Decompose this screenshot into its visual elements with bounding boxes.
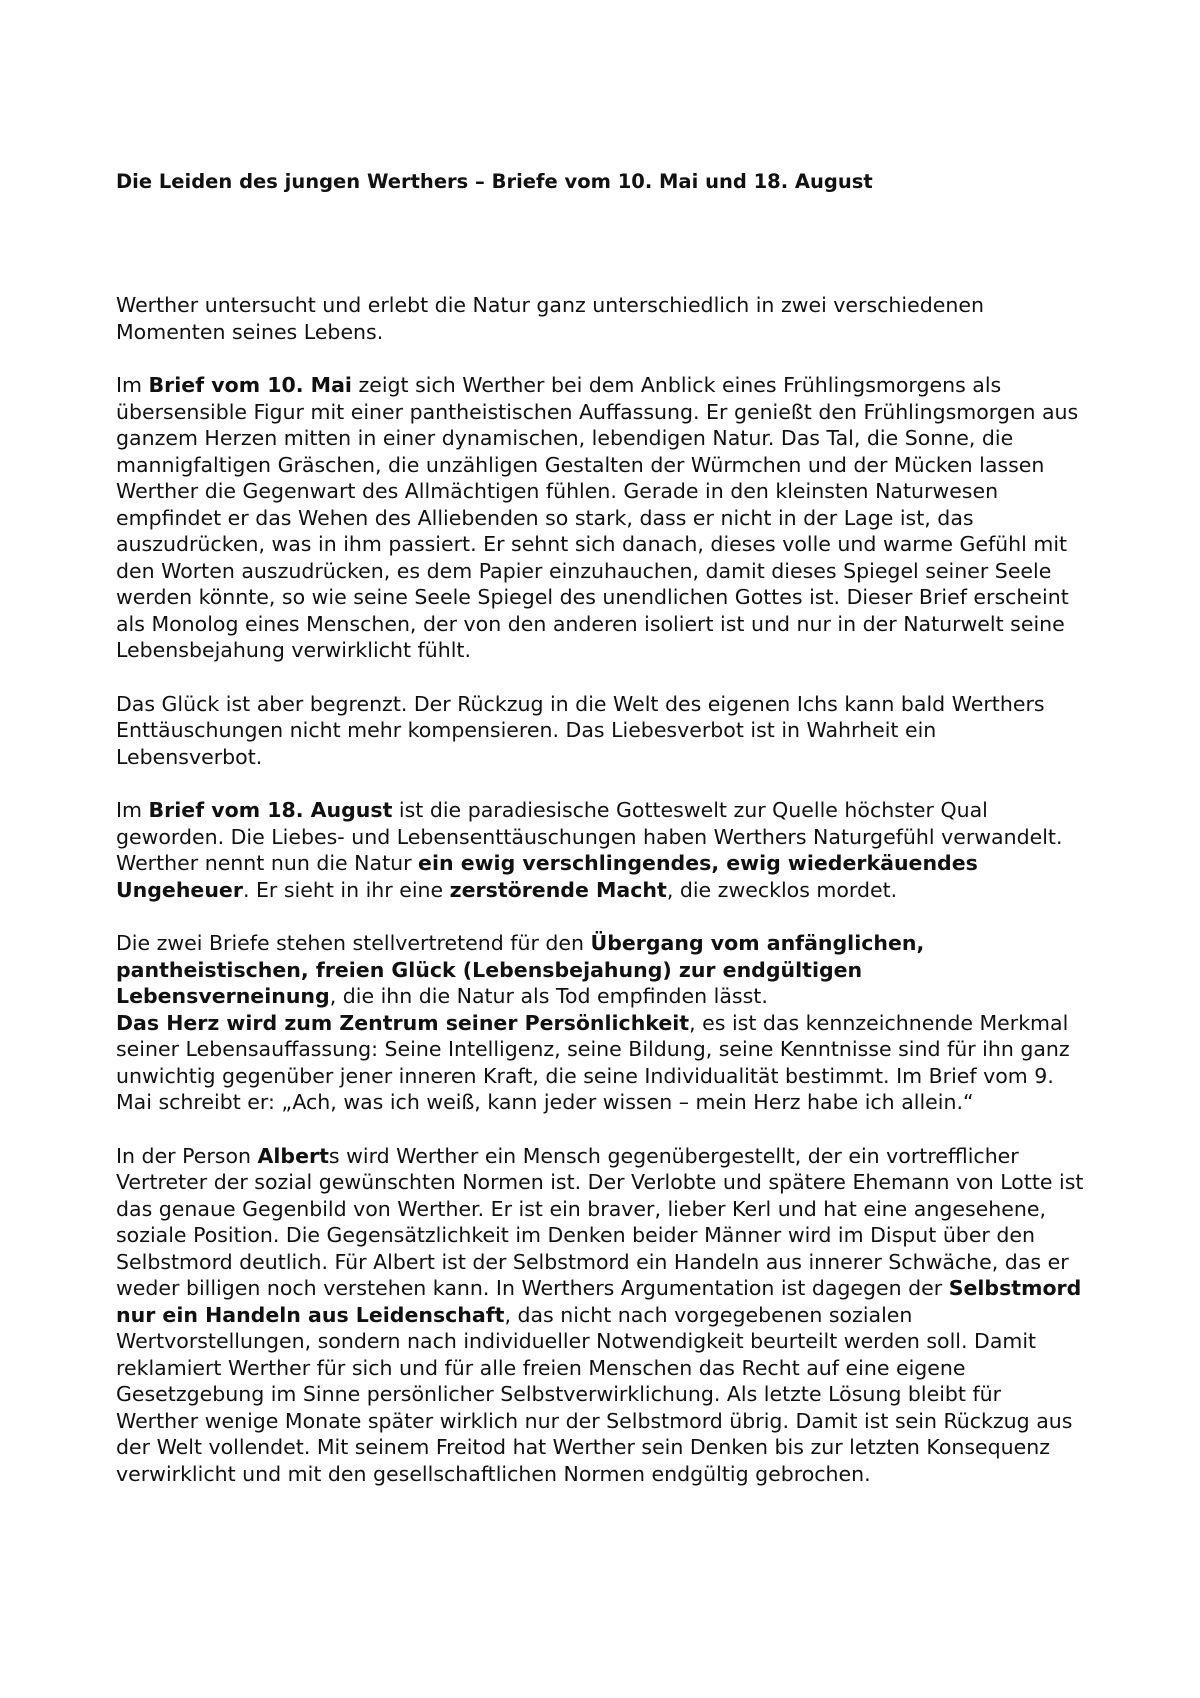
paragraph-albert bbox=[116, 1143, 1088, 1488]
text-segment: s wird Werther ein Mensch gegenübergestellt, der ein vortrefflicher Vertreter der sozial gewünschten Normen ist. Der Verlobte und spätere Ehemann von Lotte ist das genaue Gegenbild von Werther. Er ist ein braver, lieber Kerl und hat eine angesehene, soziale Position. Die Gegensätzlichkeit im Denken beider Männer wird im Disput über den Selbstmord deutlich. Für Albert ist der Selbstmord ein Handeln aus innerer Schwäche, das er weder billigen noch verstehen kann. In Werthers Argumentation ist dagegen der bbox=[116, 1143, 1084, 1300]
bold-segment: Das Herz wird zum Zentrum seiner Persönlichkeit bbox=[116, 1010, 690, 1035]
text-segment: In der Person bbox=[116, 1143, 258, 1168]
paragraph-brief-18-august bbox=[116, 797, 1088, 903]
text-segment: , es ist das kennzeichnende Merkmal seiner Lebensauffassung: Seine Intelligenz, seine Bildung, seine Kenntnisse sind für ihn ganz unwichtig gegenüber jener inneren Kraft, die seine Individualität bestimmt. Im Brief vom 9. Mai schreibt er: „Ach, was ich weiß, kann jeder wissen – mein Herz habe ich allein.“ bbox=[116, 1010, 1070, 1114]
text-segment: , die zwecklos mordet. bbox=[666, 877, 898, 902]
paragraph-glueck-begrenzt bbox=[116, 691, 1088, 771]
text-segment: Im bbox=[116, 798, 149, 822]
text-segment: , die ihn die Natur als Tod empfinden lässt. bbox=[329, 984, 768, 1008]
bold-segment: zerstörende Macht bbox=[449, 877, 667, 902]
text-segment: . Er sieht in ihr eine bbox=[242, 877, 450, 902]
text-segment: , das nicht nach vorgegebenen sozialen Wertvorstellungen, sondern nach individueller Notwendigkeit beurteilt werden soll. Damit reklamiert Werther für sich und für alle freien Menschen das Recht auf eine eigene Gesetzgebung im Sinne persönlicher Selbstverwirklichung. Als letzte Lösung bleibt für Werther wenige Monate später wirklich nur der Selbstmord übrig. Damit ist sein Rückzug aus der Welt vollendet. Mit seinem Freitod hat Werther sein Denken bis zur letzten Konsequenz verwirklicht und mit den gesellschaftlichen Normen endgültig gebrochen. bbox=[116, 1302, 1073, 1486]
intro-text: Werther untersucht und erlebt die Natur ganz unterschiedlich in zwei verschiedenen Momenten seines Lebens. bbox=[116, 293, 984, 344]
paragraph-brief-10-mai bbox=[116, 372, 1088, 664]
document-title: Die Leiden des jungen Werthers – Briefe vom 10. Mai und 18. August bbox=[116, 170, 873, 193]
text-segment: Das Glück ist aber begrenzt. Der Rückzug in die Welt des eigenen Ichs kann bald Werthers Enttäuschungen nicht mehr kompensieren. Das Liebesverbot ist in Wahrheit ein Lebensverbot. bbox=[116, 691, 1045, 769]
document-page bbox=[116, 168, 1088, 1514]
text-segment: Die zwei Briefe stehen stellvertretend für den bbox=[116, 931, 591, 955]
paragraph-herz bbox=[116, 1010, 1088, 1116]
bold-segment: Übergang vom anfänglichen, pantheistischen, freien Glück (Lebensbejahung) zur endgültigen Lebensverneinung bbox=[116, 931, 925, 1008]
text-segment: ist die paradiesische Gotteswelt zur Quelle höchster Qual geworden. Die Liebes- und Lebensenttäuschungen haben Werthers Naturgefühl verwandelt. Werther nennt nun die Natur bbox=[116, 798, 1063, 875]
bold-segment: Albert bbox=[257, 1143, 329, 1168]
bold-segment: Brief vom 10. Mai bbox=[148, 373, 352, 397]
text-segment: zeigt sich Werther bei dem Anblick eines Frühlingsmorgens als übersensible Figur mit einer pantheistischen Auffassung. Er genießt den Frühlingsmorgen aus ganzem Herzen mitten in einer dynamischen, lebendigen Natur. Das Tal, die Sonne, die mannigfaltigen Gräschen, die unzähligen Gestalten der Würmchen und der Mücken lassen Werther die Gegenwart des Allmächtigen fühlen. Gerade in den kleinsten Naturwesen empfindet er das Wehen des Alliebenden so stark, dass er nicht in der Lage ist, das auszudrücken, was in ihm passiert. Er sehnt sich danach, dieses volle und warme Gefühl mit den Worten auszudrücken, es dem Papier einzuhauchen, damit dieses Spiegel seiner Seele werden könnte, so wie seine Seele Spiegel des unendlichen Gottes ist. Dieser Brief erscheint als Monolog eines Menschen, der von den anderen isoliert ist und nur in der Naturwelt seine Lebensbejahung verwirklicht fühlt. bbox=[116, 373, 1079, 662]
text-segment: Im bbox=[116, 373, 149, 397]
bold-segment: Selbstmord nur ein Handeln aus Leidenschaft bbox=[116, 1276, 1082, 1327]
bold-segment: ein ewig verschlingendes, ewig wiederkäuendes Ungeheuer bbox=[116, 851, 978, 902]
paragraph-intro bbox=[116, 292, 1088, 345]
paragraph-zwei-briefe bbox=[116, 930, 1088, 1010]
bold-segment: Brief vom 18. August bbox=[148, 798, 393, 822]
